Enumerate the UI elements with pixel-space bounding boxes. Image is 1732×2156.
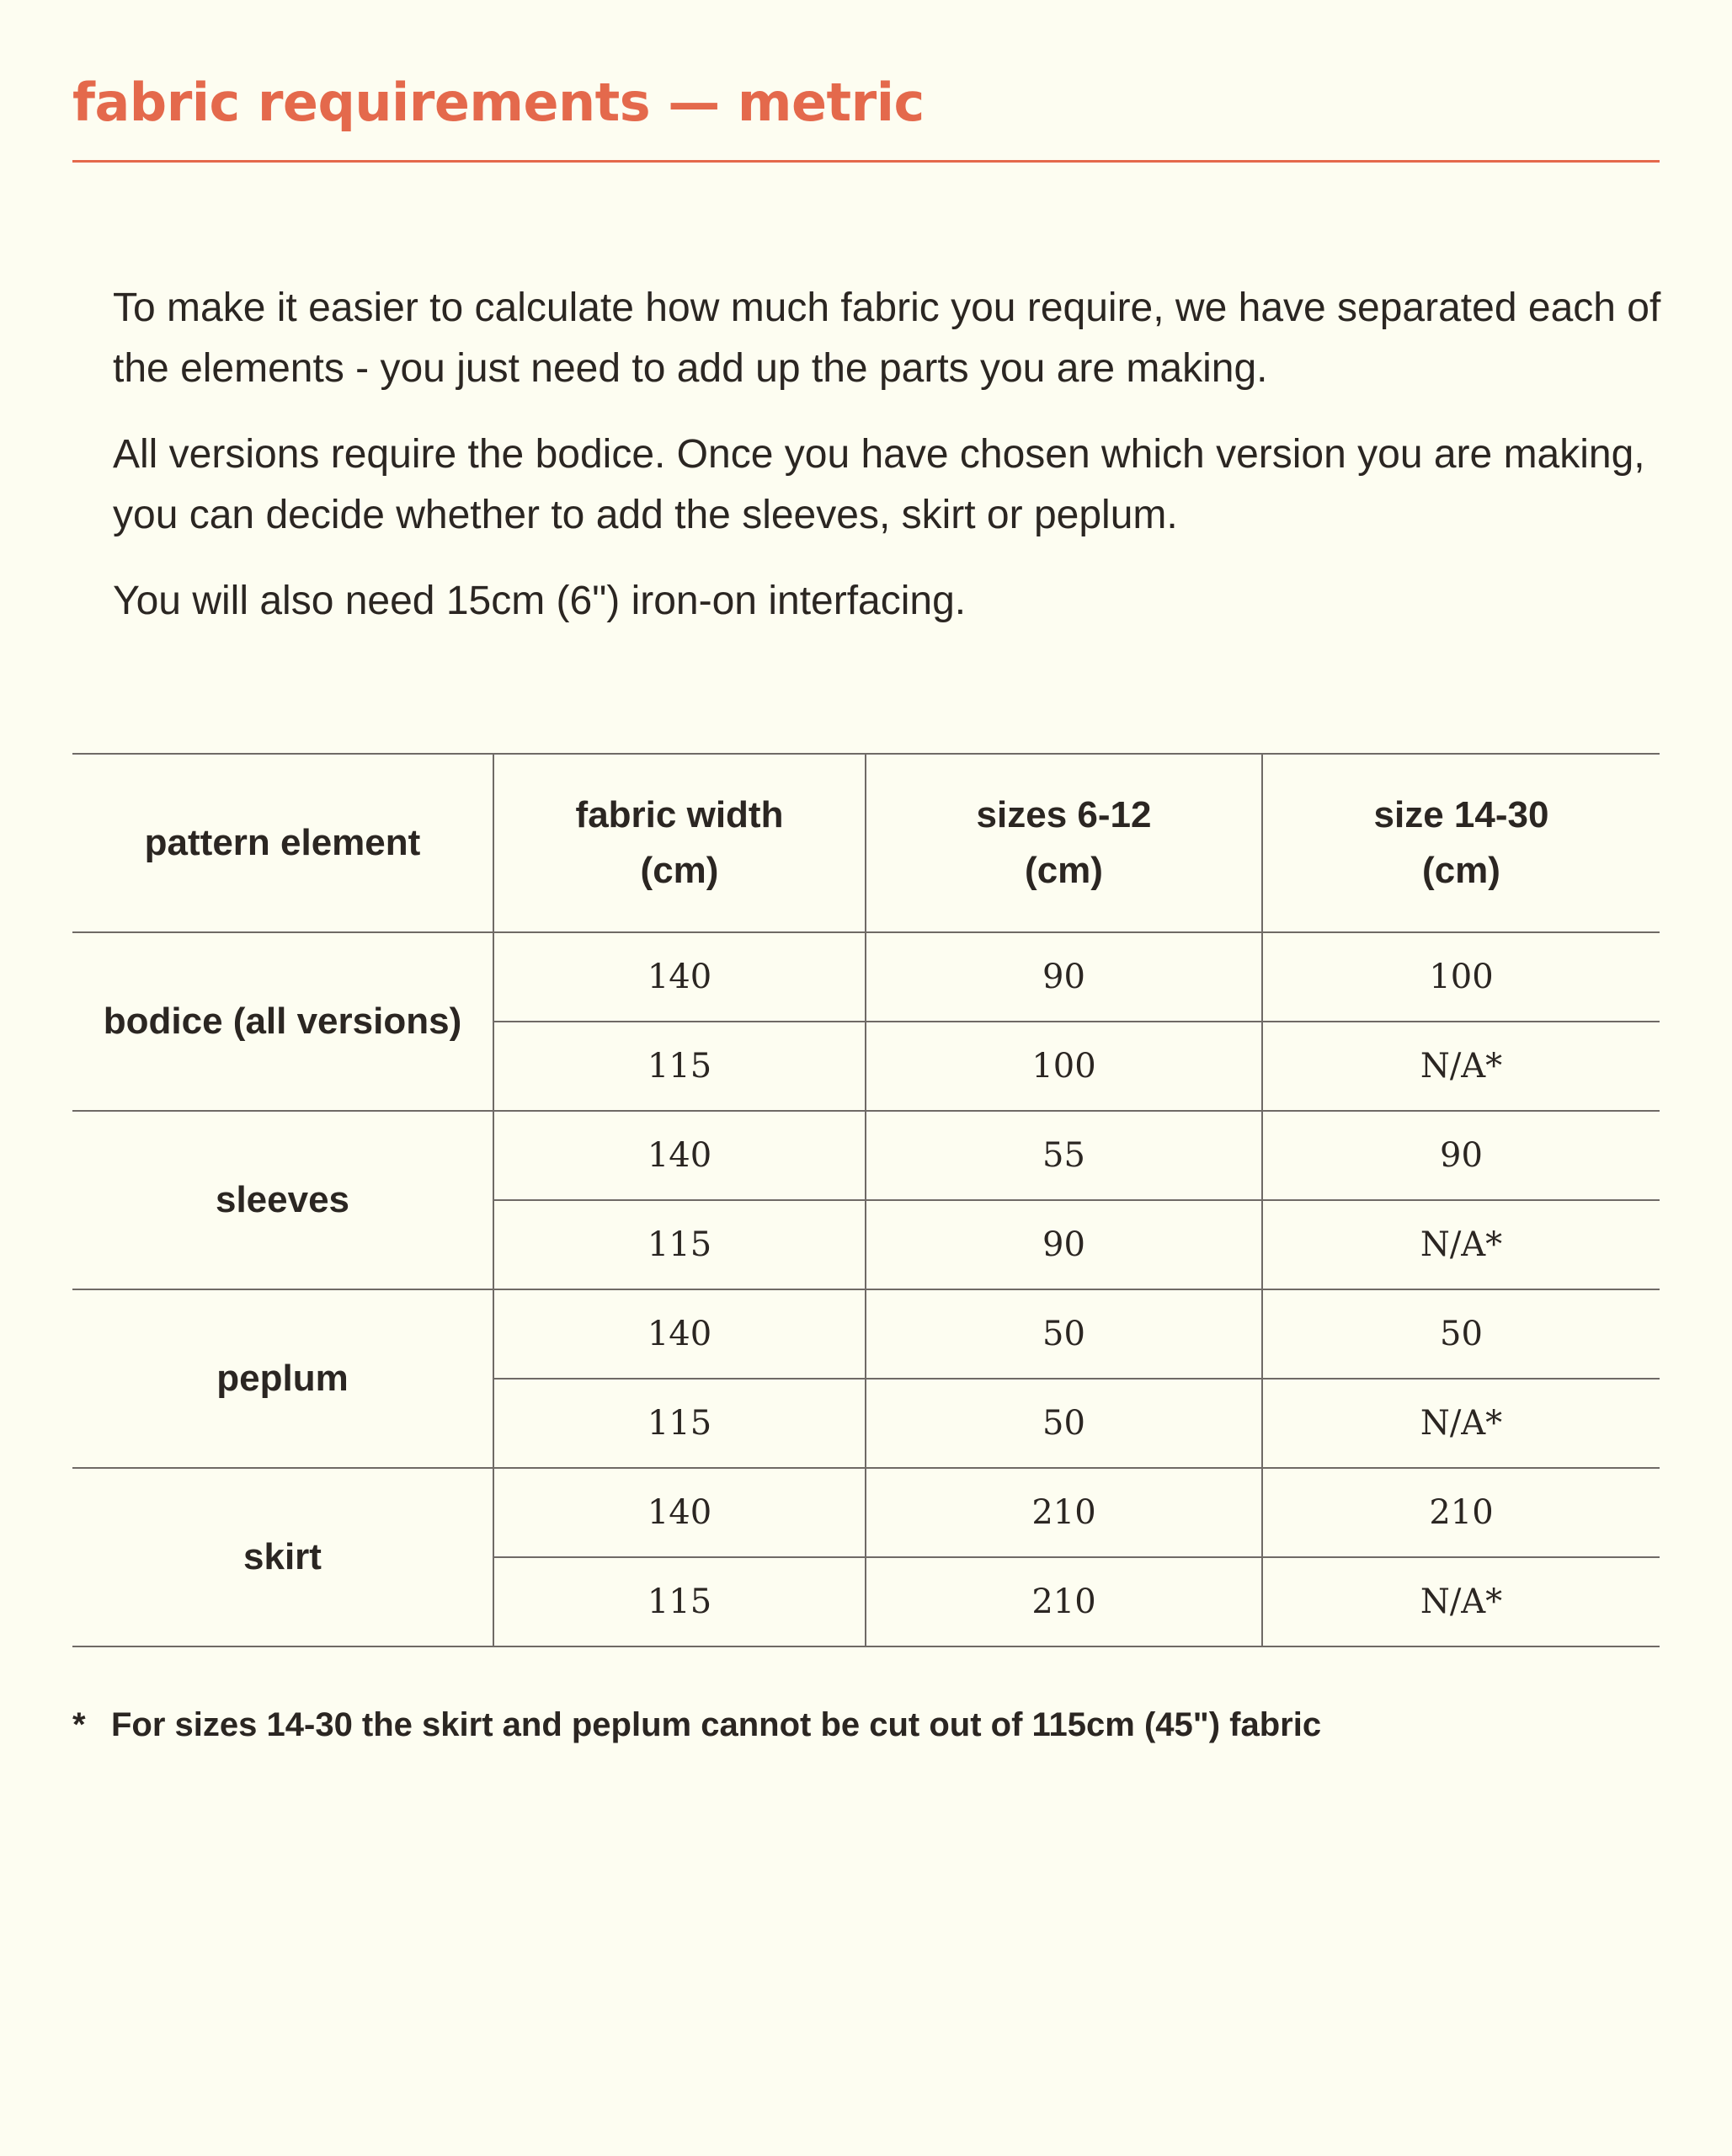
header-size-14-30 xyxy=(1262,754,1660,932)
intro-paragraph: To make it easier to calculate how much fabric you require, we have separated each of the elements - you just need to add up the parts you are making. xyxy=(113,286,1661,391)
header-label: size 14-30 xyxy=(1373,794,1549,835)
size-14-30-cell: N/A* xyxy=(1262,1379,1660,1468)
header-unit: (cm) xyxy=(1422,850,1500,891)
size-14-30-cell: 210 xyxy=(1262,1468,1660,1557)
footnote xyxy=(72,1700,1321,1750)
table-row xyxy=(72,1468,1660,1557)
header-sizes-6-12 xyxy=(866,754,1262,932)
size-14-30-cell: N/A* xyxy=(1262,1022,1660,1111)
element-name-peplum: peplum xyxy=(72,1289,493,1468)
fabric-width-cell: 115 xyxy=(493,1557,866,1646)
fabric-width-cell: 140 xyxy=(493,1289,866,1379)
sizes-6-12-cell: 50 xyxy=(866,1379,1262,1468)
header-label: sizes 6-12 xyxy=(976,794,1152,835)
fabric-width-cell: 140 xyxy=(493,1111,866,1200)
sizes-6-12-cell: 55 xyxy=(866,1111,1262,1200)
fabric-requirements-table xyxy=(72,753,1660,1647)
title-divider xyxy=(72,160,1660,163)
header-label: pattern element xyxy=(144,822,421,863)
page-title: fabric requirements — metric xyxy=(72,72,925,133)
table-row xyxy=(72,932,1660,1022)
size-14-30-cell: 100 xyxy=(1262,932,1660,1022)
sizes-6-12-cell: 210 xyxy=(866,1557,1262,1646)
fabric-width-cell: 140 xyxy=(493,932,866,1022)
size-14-30-cell: N/A* xyxy=(1262,1200,1660,1289)
header-pattern-element xyxy=(72,754,493,932)
fabric-width-cell: 115 xyxy=(493,1379,866,1468)
footnote-text: For sizes 14-30 the skirt and peplum cannot be cut out of 115cm (45") fabric xyxy=(111,1706,1322,1743)
sizes-6-12-cell: 90 xyxy=(866,932,1262,1022)
fabric-width-cell: 115 xyxy=(493,1022,866,1111)
intro-paragraph: All versions require the bodice. Once you have chosen which version you are making, you can decide whether to add the sleeves, skirt or peplum. xyxy=(113,432,1645,537)
footnote-marker: * xyxy=(72,1706,86,1743)
size-14-30-cell: 50 xyxy=(1262,1289,1660,1379)
element-name-sleeves: sleeves xyxy=(72,1111,493,1289)
fabric-width-cell: 115 xyxy=(493,1200,866,1289)
sizes-6-12-cell: 90 xyxy=(866,1200,1262,1289)
header-label: fabric width xyxy=(575,794,784,835)
size-14-30-cell: 90 xyxy=(1262,1111,1660,1200)
header-unit: (cm) xyxy=(1025,850,1103,891)
intro-paragraph: You will also need 15cm (6") iron-on interfacing. xyxy=(113,579,967,623)
table-row xyxy=(72,1289,1660,1379)
header-unit: (cm) xyxy=(640,850,719,891)
intro-text xyxy=(113,278,1662,657)
sizes-6-12-cell: 50 xyxy=(866,1289,1262,1379)
fabric-width-cell: 140 xyxy=(493,1468,866,1557)
element-name-bodice: bodice (all versions) xyxy=(72,932,493,1111)
size-14-30-cell: N/A* xyxy=(1262,1557,1660,1646)
table-row xyxy=(72,1111,1660,1200)
header-fabric-width xyxy=(493,754,866,932)
table-header-row xyxy=(72,754,1660,932)
sizes-6-12-cell: 100 xyxy=(866,1022,1262,1111)
element-name-skirt: skirt xyxy=(72,1468,493,1646)
sizes-6-12-cell: 210 xyxy=(866,1468,1262,1557)
